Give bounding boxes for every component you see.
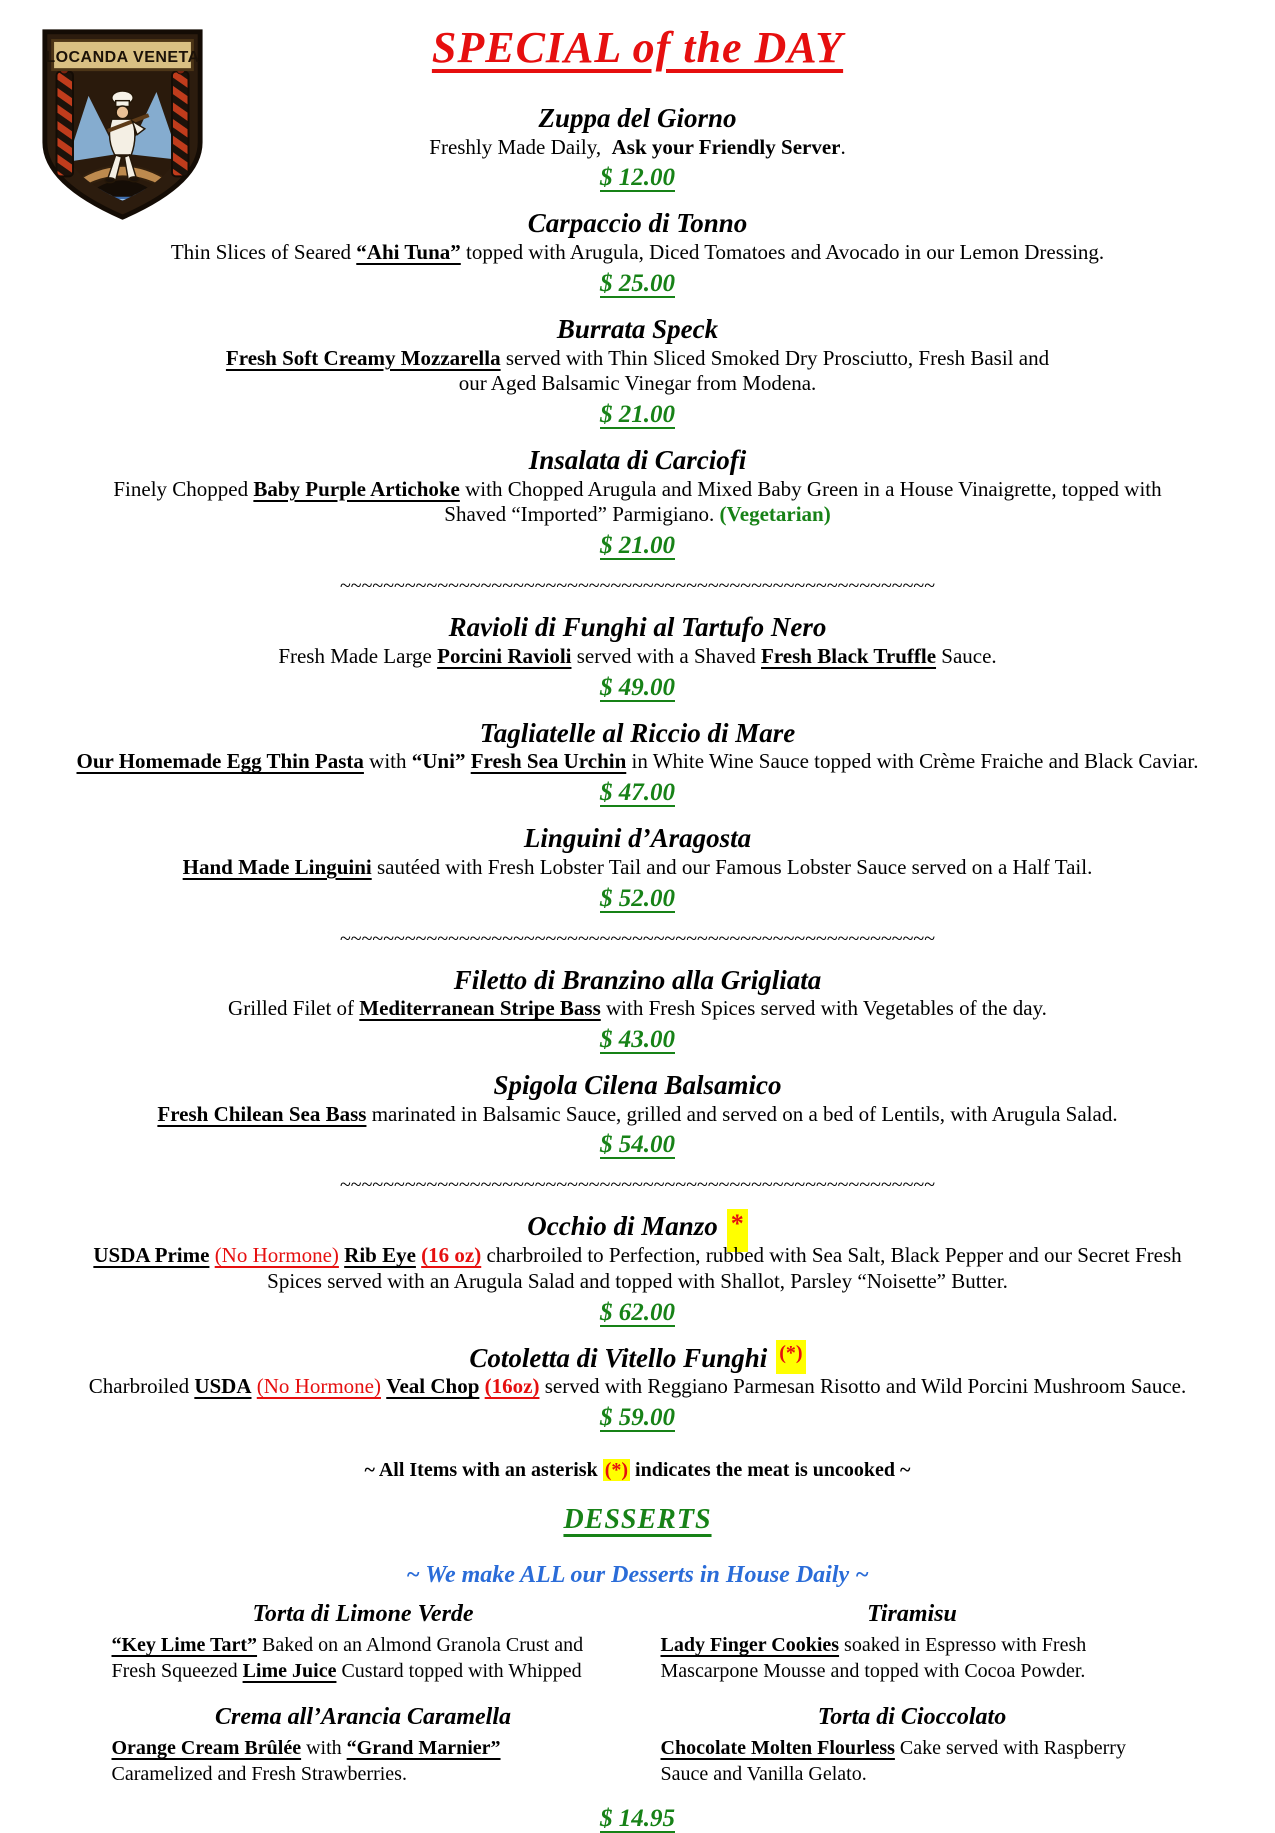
item-name-text: Filetto di Branzino alla Grigliata <box>453 964 822 995</box>
text-segment: Lime Juice <box>242 1659 337 1682</box>
item-price: $ 59.00 <box>600 1403 675 1431</box>
menu-item <box>0 965 1275 1055</box>
item-description-line <box>0 1374 1275 1400</box>
item-description-line <box>0 477 1275 503</box>
text-segment: Ask your Friendly Server <box>611 134 841 159</box>
text-segment: Fresh Squeezed <box>111 1659 243 1682</box>
logo-banner <box>45 41 199 70</box>
item-description-line <box>0 855 1275 881</box>
item-name-text: Linguini d’Aragosta <box>523 823 752 854</box>
menu-item <box>0 1070 1275 1160</box>
item-price: $ 12.00 <box>600 164 675 192</box>
text-segment: Fresh Sea Urchin <box>470 749 627 774</box>
text-segment: charbroiled to Perfection, rubbed with Sea Salt, Black Pepper and our Secret Fresh <box>481 1243 1182 1268</box>
text-segment: (*) <box>604 1458 629 1481</box>
text-segment: Cake served with Raspberry <box>894 1736 1126 1759</box>
text-segment: Mediterranean Stripe Bass <box>359 996 601 1021</box>
item-description-line <box>0 346 1275 372</box>
dessert-item <box>112 1601 615 1684</box>
uncooked-asterisk: * <box>727 1209 748 1252</box>
text-segment: (Vegetarian) <box>719 502 831 527</box>
text-segment: Rib Eye <box>344 1243 416 1268</box>
item-name <box>0 1211 1275 1243</box>
desserts-price: $ 14.95 <box>600 1804 675 1832</box>
text-segment: Fresh Made Large <box>278 643 438 668</box>
menu-item <box>0 445 1275 561</box>
item-name <box>0 1343 1275 1375</box>
text-segment: served with Reggiano Parmesan Risotto and Wild Porcini Mushroom Sauce. <box>539 1374 1187 1399</box>
item-price: $ 21.00 <box>600 401 675 429</box>
section-divider: ~~~~~~~~~~~~~~~~~~~~~~~~~~~~~~~~~~~~~~~~~~~~~~~~~~~~~~~ <box>339 927 936 950</box>
dessert-name: Torta di Limone Verde <box>252 1600 474 1627</box>
text-segment: Freshly Made Daily, <box>429 134 612 159</box>
dessert-description-line <box>661 1761 1164 1787</box>
item-name-text: Spigola Cilena Balsamico <box>493 1069 782 1100</box>
text-segment: USDA <box>194 1374 252 1399</box>
text-segment: indicates the meat is uncooked ~ <box>630 1458 911 1481</box>
text-segment: Sauce. <box>936 643 997 668</box>
item-description-line <box>0 1102 1275 1128</box>
text-segment: Fresh Soft Creamy Mozzarella <box>225 345 501 370</box>
item-name <box>0 1070 1275 1102</box>
item-description-line <box>0 240 1275 266</box>
text-segment: “Uni” <box>411 749 466 774</box>
text-segment: Caramelized and Fresh Strawberries. <box>111 1762 407 1785</box>
text-segment: Thin Slices of Seared <box>170 240 357 265</box>
logo-banner-text: LOCANDA VENETA <box>45 48 200 66</box>
item-price: $ 52.00 <box>600 884 675 912</box>
item-name-text: Burrata Speck <box>556 313 719 344</box>
item-description-line <box>0 371 1275 397</box>
text-segment: served with a Shaved <box>571 643 762 668</box>
text-segment: . <box>840 134 846 159</box>
item-price: $ 54.00 <box>600 1131 675 1159</box>
item-description-line <box>0 996 1275 1022</box>
menu-item <box>0 718 1275 808</box>
item-price: $ 62.00 <box>600 1298 675 1326</box>
menu-item <box>0 314 1275 430</box>
text-segment: Fresh Black Truffle <box>761 643 937 668</box>
text-segment: (16oz) <box>484 1374 540 1399</box>
uncooked-note <box>0 1459 1275 1482</box>
menu-item <box>0 1343 1275 1433</box>
text-segment: Porcini Ravioli <box>437 643 572 668</box>
text-segment: Baked on an Almond Granola Crust and <box>257 1633 584 1656</box>
text-segment: Orange Cream Brûlée <box>111 1736 302 1759</box>
item-price: $ 49.00 <box>600 673 675 701</box>
item-name-text: Insalata di Carciofi <box>528 445 747 476</box>
text-segment: “Key Lime Tart” <box>111 1633 258 1656</box>
item-description-line <box>0 1243 1275 1269</box>
item-description-line <box>0 1269 1275 1295</box>
text-segment: Baby Purple Artichoke <box>253 476 460 501</box>
text-segment: Sauce and Vanilla Gelato. <box>660 1762 867 1785</box>
text-segment: “Grand Marnier” <box>346 1736 501 1759</box>
dessert-description-line <box>112 1632 615 1658</box>
text-segment: our Aged Balsamic Vinegar from Modena. <box>458 371 817 396</box>
text-segment: “Ahi Tuna” <box>356 240 461 265</box>
desserts-heading: DESSERTS <box>563 1503 712 1535</box>
text-segment: Veal Chop <box>386 1374 480 1399</box>
dessert-description-line <box>112 1658 615 1684</box>
section-divider: ~~~~~~~~~~~~~~~~~~~~~~~~~~~~~~~~~~~~~~~~~~~~~~~~~~~~~~~ <box>339 575 936 598</box>
text-segment: ~ All Items with an asterisk <box>364 1458 603 1481</box>
item-name <box>0 823 1275 855</box>
item-description-line <box>0 749 1275 775</box>
item-name-text: Tagliatelle al Riccio di Mare <box>479 717 796 748</box>
text-segment: Fresh Chilean Sea Bass <box>157 1101 367 1126</box>
item-price: $ 47.00 <box>600 779 675 807</box>
dessert-name: Tiramisu <box>867 1600 957 1627</box>
text-segment: Charbroiled <box>88 1374 195 1399</box>
text-segment: with Fresh Spices served with Vegetables of the day. <box>600 996 1047 1021</box>
item-description-line <box>0 644 1275 670</box>
item-name-text: Cotoletta di Vitello Funghi <box>469 1342 768 1373</box>
text-segment: marinated in Balsamic Sauce, grilled and served on a bed of Lentils, with Arugula Salad. <box>366 1101 1118 1126</box>
text-segment: Shaved “Imported” Parmigiano. <box>444 502 720 527</box>
dessert-item <box>661 1704 1164 1787</box>
item-name-text: Zuppa del Giorno <box>538 103 737 133</box>
item-name <box>0 718 1275 750</box>
dessert-item <box>112 1704 615 1787</box>
text-segment: in White Wine Sauce topped with Crème Fraiche and Black Caviar. <box>626 749 1199 774</box>
dessert-description-line <box>661 1658 1164 1684</box>
text-segment: Chocolate Molten Flourless <box>660 1736 895 1759</box>
text-segment: soaked in Espresso with Fresh <box>839 1633 1087 1656</box>
uncooked-asterisk: (*) <box>776 1340 805 1374</box>
text-segment: (16 oz) <box>421 1243 482 1268</box>
text-segment: Our Homemade Egg Thin Pasta <box>76 749 364 774</box>
page-title: SPECIAL of the DAY <box>431 23 844 72</box>
text-segment: Mascarpone Mousse and topped with Cocoa Powder. <box>660 1659 1086 1682</box>
item-name <box>0 965 1275 997</box>
text-segment: served with Thin Sliced Smoked Dry Prosciutto, Fresh Basil and <box>500 345 1050 370</box>
item-name <box>0 445 1275 477</box>
item-name <box>0 612 1275 644</box>
text-segment: topped with Arugula, Diced Tomatoes and Avocado in our Lemon Dressing. <box>460 240 1105 265</box>
menu-items <box>0 103 1275 1433</box>
item-name-text: Ravioli di Funghi al Tartufo Nero <box>448 612 827 643</box>
dessert-name: Crema all’Arancia Caramella <box>214 1703 511 1730</box>
crest-shield-icon <box>40 24 205 222</box>
item-price: $ 25.00 <box>600 269 675 297</box>
dessert-description-line <box>661 1735 1164 1761</box>
text-segment: Lady Finger Cookies <box>660 1633 840 1656</box>
text-segment: (No Hormone) <box>214 1243 339 1268</box>
menu-item <box>0 612 1275 702</box>
text-segment: Custard topped with Whipped <box>336 1659 582 1682</box>
text-segment: with <box>363 749 412 774</box>
text-segment: Spices served with an Arugula Salad and topped with Shallot, Parsley “Noisette” Butter. <box>267 1268 1008 1293</box>
dessert-name: Torta di Cioccolato <box>817 1703 1007 1730</box>
text-segment: with Chopped Arugula and Mixed Baby Green in a House Vinaigrette, topped with <box>459 476 1162 501</box>
dessert-item <box>661 1601 1164 1684</box>
text-segment: Finely Chopped <box>113 476 254 501</box>
desserts-subtitle: ~ We make ALL our Desserts in House Daily ~ <box>406 1561 869 1588</box>
item-price: $ 43.00 <box>600 1025 675 1053</box>
item-description-line <box>0 502 1275 528</box>
item-name-text: Carpaccio di Tonno <box>527 208 748 239</box>
section-divider: ~~~~~~~~~~~~~~~~~~~~~~~~~~~~~~~~~~~~~~~~~~~~~~~~~~~~~~~ <box>339 1174 936 1197</box>
text-segment: Grilled Filet of <box>228 996 360 1021</box>
locanda-veneta-logo <box>40 24 205 227</box>
menu-item <box>0 1211 1275 1327</box>
desserts-grid <box>112 1601 1164 1787</box>
text-segment: (No Hormone) <box>256 1374 381 1399</box>
menu-item <box>0 823 1275 913</box>
item-name <box>0 314 1275 346</box>
text-segment: USDA Prime <box>93 1243 210 1268</box>
text-segment: Hand Made Linguini <box>182 854 372 879</box>
item-price: $ 21.00 <box>600 532 675 560</box>
text-segment: sautéed with Fresh Lobster Tail and our Famous Lobster Sauce served on a Half Tail. <box>371 854 1093 879</box>
dessert-description-line <box>661 1632 1164 1658</box>
text-segment: with <box>301 1736 347 1759</box>
dessert-description-line <box>112 1735 615 1761</box>
dessert-description-line <box>112 1761 615 1787</box>
item-name-text: Occhio di Manzo <box>527 1211 718 1242</box>
